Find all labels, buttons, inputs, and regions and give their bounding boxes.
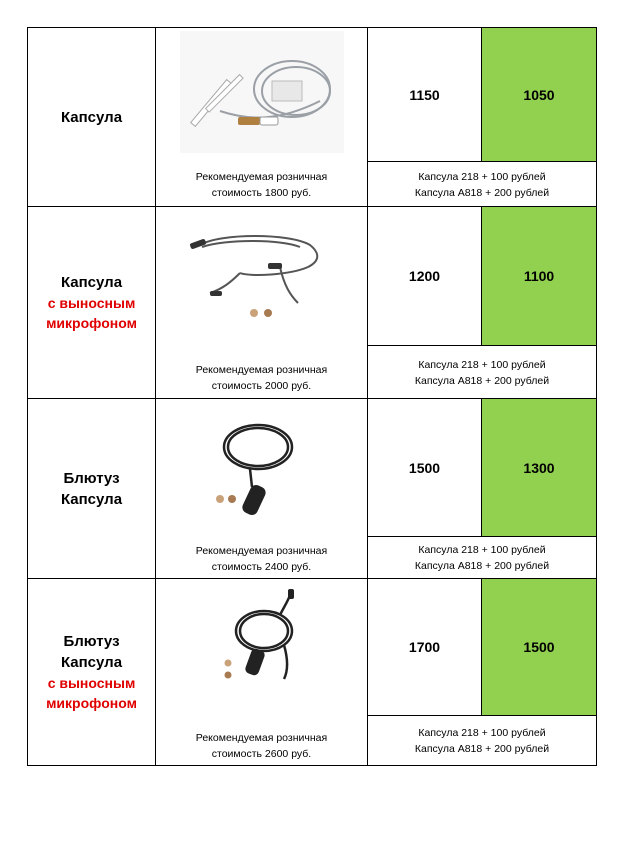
product-name-line: Блютуз — [63, 633, 120, 650]
retail-line: Рекомендуемая розничная — [195, 545, 328, 557]
retail-price-note — [156, 169, 367, 201]
retail-line: стоимость 2000 руб. — [211, 380, 312, 392]
retail-price-note — [156, 543, 367, 575]
wired-capsule-kit-icon — [180, 31, 344, 153]
product-name-cell — [28, 28, 156, 206]
capsule-options-cell — [368, 346, 596, 399]
product-name-cell — [28, 579, 156, 765]
option-line: Капсула 218 + 100 рублей — [418, 358, 546, 371]
product-image-cell — [156, 207, 368, 398]
option-line: Капсула 218 + 100 рублей — [418, 170, 546, 183]
table-row — [27, 398, 597, 578]
option-line: Капсула А818 + 200 рублей — [414, 560, 550, 572]
product-name-cell — [28, 207, 156, 398]
price-cell: 1500 — [368, 399, 482, 537]
option-line: Капсула А818 + 200 рублей — [414, 374, 550, 387]
bluetooth-neckloop-mic-icon — [180, 587, 344, 707]
capsule-options-cell — [368, 162, 596, 207]
discount-price-cell: 1300 — [482, 399, 596, 537]
price-cell: 1700 — [368, 579, 482, 716]
table-row — [27, 206, 597, 398]
retail-line: Рекомендуемая розничная — [195, 364, 328, 376]
product-name-line: Капсула — [60, 108, 123, 126]
product-name-cell — [28, 399, 156, 578]
product-name-line: Капсула — [60, 490, 123, 508]
product-name-highlight: с выносным — [47, 295, 136, 311]
product-name-highlight: микрофоном — [46, 695, 137, 711]
discount-price-cell: 1050 — [482, 28, 596, 162]
retail-line: Рекомендуемая розничная — [195, 171, 328, 183]
capsule-options-cell — [368, 716, 596, 765]
option-line: Капсула А818 + 200 рублей — [414, 742, 550, 755]
price-cell: 1150 — [368, 28, 482, 162]
option-line: Капсула 218 + 100 рублей — [418, 544, 546, 556]
capsule-with-mic-icon — [180, 215, 344, 333]
capsule-options-cell — [368, 537, 596, 579]
product-name-highlight: с выносным — [47, 675, 136, 691]
table-row — [27, 578, 597, 766]
product-name-line: Капсула — [60, 654, 123, 671]
option-line: Капсула 218 + 100 рублей — [418, 726, 546, 739]
retail-line: стоимость 2400 руб. — [211, 561, 312, 573]
retail-line: Рекомендуемая розничная — [195, 732, 328, 744]
product-name-line: Блютуз — [63, 469, 120, 487]
retail-line: стоимость 1800 руб. — [211, 187, 312, 199]
retail-line: стоимость 2600 руб. — [211, 748, 312, 760]
product-name-highlight: микрофоном — [46, 315, 137, 331]
option-line: Капсула А818 + 200 рублей — [414, 186, 550, 199]
product-image-cell — [156, 579, 368, 765]
product-image-cell — [156, 399, 368, 578]
table-row — [27, 27, 597, 206]
price-cell: 1200 — [368, 207, 482, 346]
retail-price-note — [156, 730, 367, 762]
bluetooth-neckloop-icon — [180, 403, 344, 531]
product-name-line: Капсула — [60, 274, 123, 291]
product-image-cell — [156, 28, 368, 206]
retail-price-note — [156, 362, 367, 394]
discount-price-cell: 1500 — [482, 579, 596, 716]
price-table — [27, 27, 597, 766]
discount-price-cell: 1100 — [482, 207, 596, 346]
